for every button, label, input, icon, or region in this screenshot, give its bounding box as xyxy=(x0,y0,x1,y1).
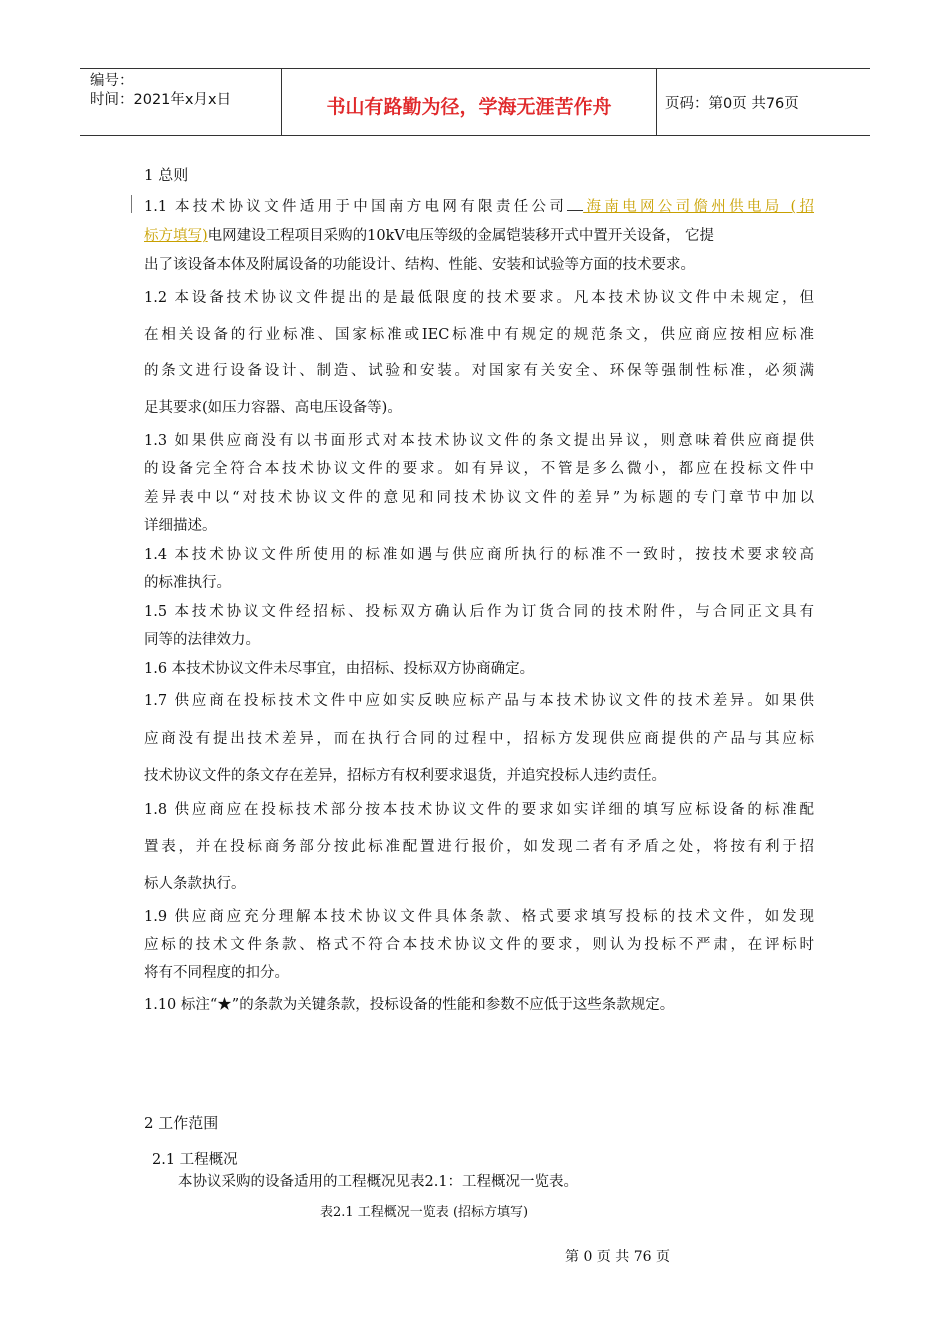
body-line: 1.4 本技术协议文件所使用的标准如遇与供应商所执行的标准不一致时，按技术要求较高 xyxy=(144,547,814,563)
body-line: 置表，并在投标商务部分按此标准配置进行报价，如发现二者有矛盾之处，将按有利于招 xyxy=(144,839,814,855)
page-header xyxy=(80,68,870,136)
bidder-name-link[interactable]: 海南电网公司儋州供电局 (招 xyxy=(583,199,815,215)
body-line: 1.9 供应商应充分理解本技术协议文件具体条款、格式要求填写投标的技术文件，如发现 xyxy=(144,909,814,925)
document-date: 时间：2021年x月x日 xyxy=(90,92,232,108)
body-line: 出了该设备本体及附属设备的功能设计、结构、性能、安装和试验等方面的技术要求。 xyxy=(144,257,695,273)
body-line: 1.5 本技术协议文件经招标、投标双方确认后作为订货合同的技术附件，与合同正文具有 xyxy=(144,604,814,620)
body-line: 的设备完全符合本技术协议文件的要求。如有异议，不管是多么微小，都应在投标文件中 xyxy=(144,461,814,477)
body-line: 技术协议文件的条文存在差异，招标方有权利要求退货，并追究投标人违约责任。 xyxy=(144,768,666,784)
bidder-fill-link[interactable]: 标方填写) xyxy=(144,228,208,244)
body-line: 标方填写)电网建设工程项目采购的10kV电压等级的金属铠装移开式中置开关设备， 它提 xyxy=(144,228,714,244)
body-line: 1.7 供应商在投标技术文件中应如实反映应标产品与本技术协议文件的技术差异。如果供 xyxy=(144,693,814,709)
body-line: 同等的法律效力。 xyxy=(144,632,260,648)
body-line: 1.10 标注“★”的条款为关键条款，投标设备的性能和参数不应低于这些条款规定。 xyxy=(144,997,675,1013)
section-2-1-body: 本协议采购的设备适用的工程概况见表2.1：工程概况一览表。 xyxy=(178,1174,579,1190)
section-2-1-title: 2.1 工程概况 xyxy=(152,1152,238,1168)
body-line: 应标的技术文件条款、格式不符合本技术协议文件的要求，则认为投标不严肃，在评标时 xyxy=(144,937,814,953)
page-footer: 第 0 页 共 76 页 xyxy=(565,1249,670,1265)
section-1-title: 1 总则 xyxy=(144,166,189,184)
body-line: 标人条款执行。 xyxy=(144,876,246,892)
body-line: 1.3 如果供应商没有以书面形式对本技术协议文件的条文提出异议，则意味着供应商提供 xyxy=(144,433,814,449)
body-line: 的条文进行设备设计、制造、试验和安装。对国家有关安全、环保等强制性标准，必须满 xyxy=(144,363,814,379)
body-line: 详细描述。 xyxy=(144,518,217,534)
body-line: 差异表中以“对技术协议文件的意见和同技术协议文件的差异”为标题的专门章节中加以 xyxy=(144,490,814,506)
revision-margin-mark xyxy=(131,195,132,213)
body-line: 1.6 本技术协议文件未尽事宜，由招标、投标双方协商确定。 xyxy=(144,661,535,677)
body-line: 1.8 供应商应在投标技术部分按本技术协议文件的要求如实详细的填写应标设备的标准配 xyxy=(144,802,814,818)
body-line: 应商没有提出技术差异，而在执行合同的过程中，招标方发现供应商提供的产品与其应标 xyxy=(144,731,814,747)
body-line: 的标准执行。 xyxy=(144,575,231,591)
body-line: 足其要求(如压力容器、高电压设备等)。 xyxy=(144,400,402,416)
body-line: 1.1 本技术协议文件适用于中国南方电网有限责任公司 海南电网公司儋州供电局 (招 xyxy=(144,195,814,216)
header-page-info: 页码：第0页 共76页 xyxy=(665,95,799,112)
body-line: 将有不同程度的扣分。 xyxy=(144,965,289,981)
document-number-label: 编号： xyxy=(90,73,134,89)
section-2-title: 2 工作范围 xyxy=(144,1114,219,1132)
body-line: 1.2 本设备技术协议文件提出的是最低限度的技术要求。凡本技术协议文件中未规定，但 xyxy=(144,290,814,306)
header-meta xyxy=(80,69,282,135)
body-line: 在相关设备的行业标准、国家标准或IEC标准中有规定的规范条文，供应商应按相应标准 xyxy=(144,327,814,343)
header-motto: 书山有路勤为径，学海无涯苦作舟 xyxy=(282,69,657,135)
table-caption: 表2.1 工程概况一览表 (招标方填写) xyxy=(320,1205,529,1220)
